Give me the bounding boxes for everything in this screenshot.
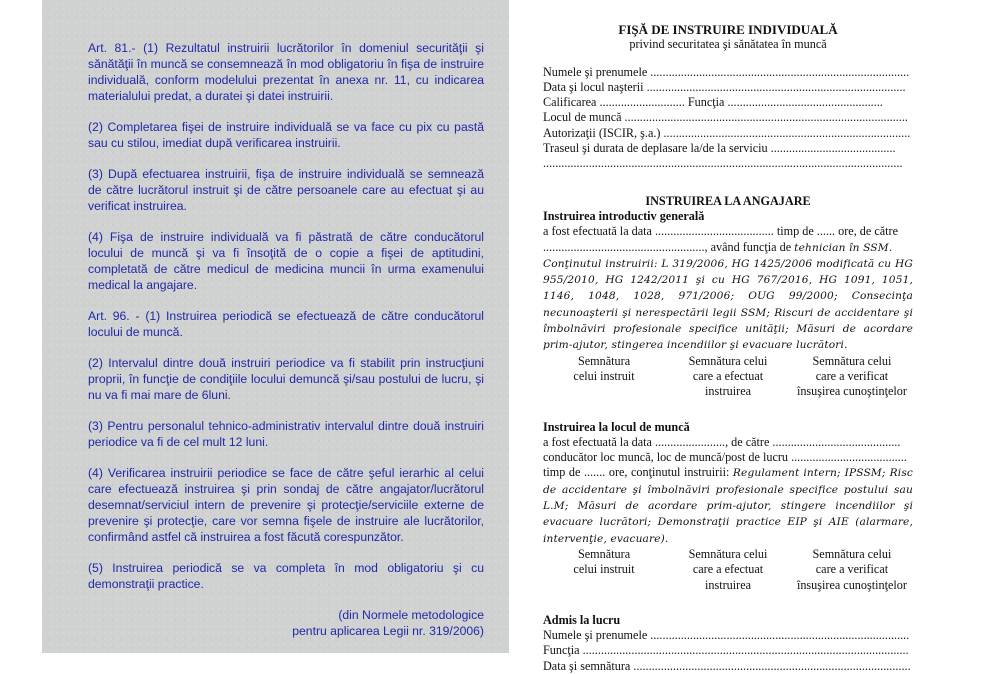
field-birth[interactable]: Data şi locul naşterii ..................................................................................... <box>543 79 906 94</box>
field-commute[interactable]: Traseul şi durata de deplasare la/de la serviciu ......................................... <box>543 141 896 156</box>
art-96-paragraph-4: (4) Verificarea instruirii periodice se face de către şeful ierarhic al celui care efectuează instruirea şi prin sondaj de către angajator/lucrătorul desemnat/serviciul intern de prevenire şi protecţie/serviciile externe de prevenire şi protecţie, care vor semna fişele de instruire ale lucrătorilor, confirmând astfel că instruirea a fost făcută corespunzător. <box>88 466 484 544</box>
art-96-paragraph-2: (2) Intervalul dintre două instruiri periodice va fi stabilit prin instrucţiuni proprii, în funcţie de condiţiile locului demuncă şi/sau postului de lucru, şi nu va fi mai mare de 6luni. <box>88 356 484 402</box>
workplace-content <box>543 465 913 546</box>
signature-trainee-workplace[interactable]: Semnătura celui instruit <box>573 546 635 577</box>
field-authorizations[interactable]: Autorizaţii (ISCIR, ş.a.) ................................................................................. <box>543 125 911 140</box>
intro-function-dots: ....................................................., având funcţia de <box>543 239 795 254</box>
art-81-paragraph-2: (2) Completarea fişei de instruire individuală se va face cu pix cu pastă sau cu stilou, imediat după verificarea instruirii. <box>88 120 484 150</box>
source-line-1: (din Normele metodologice <box>338 608 484 622</box>
intro-content-label: Conţinutul instruirii: <box>543 257 662 270</box>
admis-date-signature[interactable]: Data şi semnătura ........................................................................................... <box>543 658 911 673</box>
admis-heading: Admis la lucru <box>543 612 621 627</box>
intro-content-handwritten: L 319/2006, HG 1425/2006 modificată cu HG 955/2010, HG 1242/2011 şi cu HG 767/2016, HG 1091, 1051, 1146, 1048, 1028, 971/2006; OUG 99/2000; Consecinţa necunoaşterii şi nerespectării legii SSM; Riscuri de accidentare şi îmbolnăviri profesionale specifice unităţii; Măsuri de acordare prim-ajutor, stingerea incendiilor şi evacuare lucrători. <box>543 257 913 352</box>
field-commute-cont[interactable]: ...................................................................................................................... <box>543 156 903 171</box>
workplace-time-prefix: timp de ....... ore, conţinutul instruirii: <box>543 465 733 480</box>
workplace-signatures <box>543 547 913 593</box>
form-content <box>543 22 913 674</box>
art-81-paragraph-1: Art. 81.- (1) Rezultatul instruirii lucrătorilor în domeniul securităţii şi sănătăţii în muncă se consemnează în mod obligatoriu în fişa de instruire individuală, conform modelului prezentat în anexa nr. 11, cu indicarea materialului predat, a duratei şi datei instruirii. <box>88 41 484 103</box>
source-citation <box>88 607 484 639</box>
admis-function[interactable]: Funcţia ........................................................................................................... <box>543 643 909 658</box>
art-96-paragraph-3: (3) Pentru personalul tehnico-administrativ intervalul dintre două instruiri periodice va fi de cel mult 12 luni. <box>88 419 484 449</box>
intro-signatures <box>543 354 913 400</box>
intro-date-line[interactable]: a fost efectuată la data ....................................... timp de ...... ore, de către <box>543 224 899 239</box>
field-qualification-function[interactable]: Calificarea ............................ Funcţia ................................................... <box>543 95 883 110</box>
workplace-heading: Instruirea la locul de muncă <box>543 419 690 434</box>
intro-function-line[interactable] <box>543 240 913 256</box>
signature-trainer[interactable]: Semnătura celui care a efectuat instruirea <box>688 353 768 399</box>
legal-text-block <box>88 40 484 639</box>
art-96-paragraph-5: (5) Instruirea periodică se va completa în mod obligatoriu şi cu demonstraţii practice. <box>88 561 484 591</box>
signature-verifier-workplace[interactable]: Semnătura celui care a verificat însuşirea cunoştinţelor <box>796 546 907 592</box>
workplace-leader-line[interactable]: conducător loc muncă, loc de muncă/post de lucru ...................................... <box>543 450 907 465</box>
intro-function-handwritten: tehnician în SSM. <box>794 241 893 254</box>
section-title-hiring: INSTRUIREA LA ANGAJARE <box>645 193 811 208</box>
signature-trainer-workplace[interactable]: Semnătura celui care a efectuat instruirea <box>688 546 768 592</box>
intro-heading: Instruirea introductiv generală <box>543 208 705 223</box>
source-line-2: pentru aplicarea Legii nr. 319/2006) <box>292 624 484 638</box>
field-name[interactable]: Numele şi prenumele ..................................................................................... <box>543 64 910 79</box>
intro-content <box>543 256 913 354</box>
art-81-paragraph-4: (4) Fişa de instruire individuală va fi păstrată de către conducătorul locului de muncă şi va fi însoţită de o copie a fişei de aptitudini, completată de către medicul de medicina muncii în urma examenului medical la angajare. <box>88 230 484 292</box>
form-subtitle: privind securitatea şi sănătatea în muncă <box>629 37 827 52</box>
right-page-form <box>509 0 959 673</box>
workplace-date-line[interactable]: a fost efectuată la data ......................., de către .......................................... <box>543 434 901 449</box>
art-81-paragraph-3: (3) După efectuarea instruirii, fişa de instruire individuală se semnează de către lucrătorul instruit şi de către persoanele care au efectuat şi au verificat instruirea. <box>88 167 484 213</box>
signature-trainee[interactable]: Semnătura celui instruit <box>573 353 635 383</box>
signature-verifier[interactable]: Semnătura celui care a verificat însuşirea cunoştinţelor <box>796 353 907 399</box>
form-title: FIŞĂ DE INSTRUIRE INDIVIDUALĂ <box>618 22 838 37</box>
left-page-legal-excerpt <box>42 0 509 653</box>
art-96-paragraph-1: Art. 96. - (1) Instruirea periodică se efectuează de către conducătorul locului de muncă. <box>88 309 484 339</box>
workplace-content-handwritten: Regulament intern; IPSSM; Risc de accidentare şi îmbolnăviri profesionale specifice postului sau L.M; Măsuri de acordare prim-ajutor, stingere incendiilor şi evacuare lucrători; Demonstraţii practice EIP şi AIE (alarmare, intervenţie, evacuare). <box>543 467 913 545</box>
field-workplace[interactable]: Locul de muncă ............................................................................................. <box>543 110 908 125</box>
admis-name[interactable]: Numele şi prenumele ..................................................................................... <box>543 628 910 643</box>
